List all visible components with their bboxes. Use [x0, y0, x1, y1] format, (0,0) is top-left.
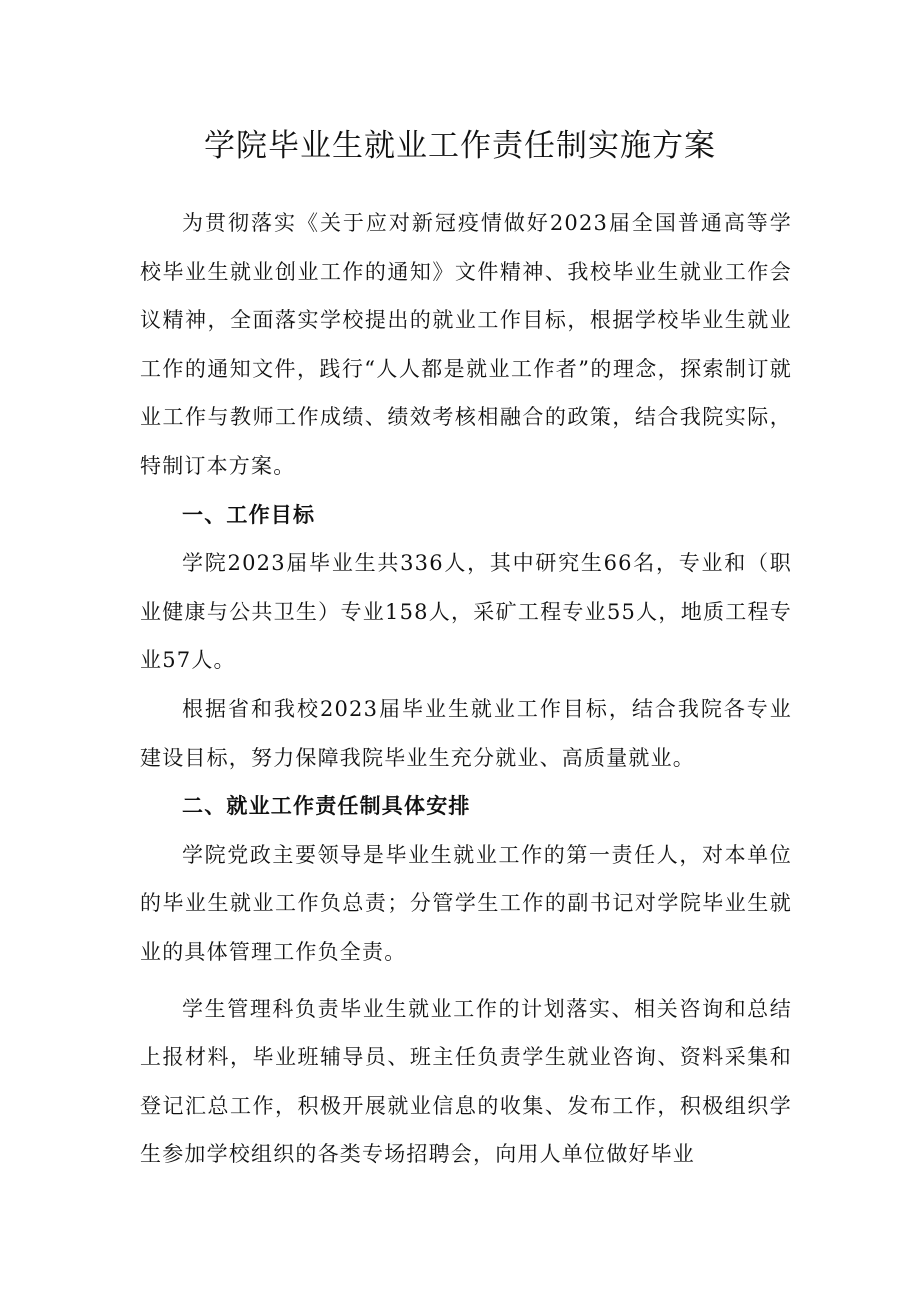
- section-heading-responsibility: 二、就业工作责任制具体安排: [182, 794, 471, 819]
- intro-paragraph: 为贯彻落实《关于应对新冠疫情做好2023届全国普通高等学校毕业生就业创业工作的通知》文件精神、我校毕业生就业工作会议精神，全面落实学校提出的就业工作目标，根据学校毕业生就业工作的通知文件，践行“人人都是就业工作者”的理念，探索制订就业工作与教师工作成绩、绩效考核相融合的政策，结合我院实际，特制订本方案。: [140, 211, 792, 478]
- paragraph-spacer: [140, 977, 792, 985]
- responsibility-paragraph-management: 学生管理科负责毕业生就业工作的计划落实、相关咨询和总结上报材料，毕业班辅导员、班主任负责学生就业咨询、资料采集和登记汇总工作，积极开展就业信息的收集、发布工作，积极组织学生参加学校组织的各类专场招聘会，向用人单位做好毕业: [140, 996, 792, 1167]
- document-body: [140, 199, 792, 1179]
- section-heading-goals: 一、工作目标: [182, 502, 316, 527]
- goals-paragraph-targets: 根据省和我校2023届毕业生就业工作目标，结合我院各专业建设目标，努力保障我院毕业生充分就业、高质量就业。: [140, 696, 792, 770]
- document-title: 学院毕业生就业工作责任制实施方案: [204, 128, 716, 164]
- responsibility-paragraph-leaders: 学院党政主要领导是毕业生就业工作的第一责任人，对本单位的毕业生就业工作负总责；分管学生工作的副书记对学院毕业生就业的具体管理工作负全责。: [140, 842, 792, 964]
- goals-paragraph-graduates: 学院2023届毕业生共336人，其中研究生66名，专业和（职业健康与公共卫生）专业158人，采矿工程专业55人，地质工程专业57人。: [140, 551, 792, 673]
